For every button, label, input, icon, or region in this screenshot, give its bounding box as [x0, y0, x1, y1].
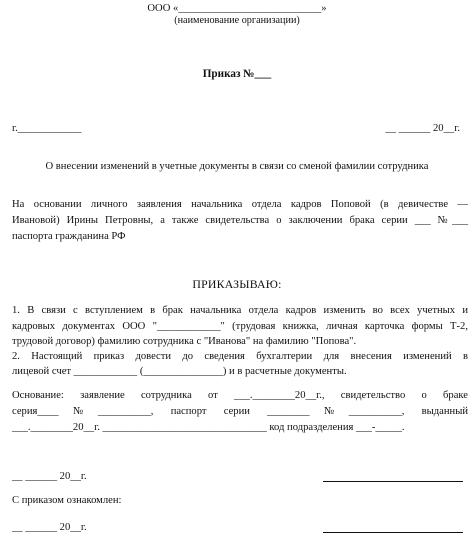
document-subject: О внесении изменений в учетные документы в связи со сменой фамилии сотрудника	[45, 161, 429, 172]
document-title: Приказ №___	[202, 68, 272, 80]
order-item-1-line-1: 1. В связи с вступлением в брак начальника отдела кадров изменить во всех учетных и	[12, 305, 468, 316]
organization-name-line: ООО «___________________________»	[147, 3, 327, 14]
basis-paragraph-line-2: Ивановой) Ирины Петровны, а также свидетельства о заключении брака серии ___ №___	[12, 215, 468, 226]
city-field: г.____________	[12, 123, 82, 134]
employee-signature-line	[323, 532, 463, 533]
grounds-line-2: серия____№__________, паспорт серии ________№__________, выданный	[12, 406, 468, 417]
order-item-2-line-2: лицевой счет ____________ (_______________) и в расчетные документы.	[12, 366, 347, 377]
director-signature-line	[323, 481, 463, 482]
signature-date: __ ______ 20__г.	[12, 471, 87, 482]
basis-paragraph-line-1: На основании личного заявления начальника отдела кадров Поповой (в девичестве —	[12, 199, 468, 210]
order-item-2-line-1: 2. Настоящий приказ довести до сведения бухгалтерии для внесения изменений в	[12, 351, 468, 362]
order-heading: ПРИКАЗЫВАЮ:	[192, 277, 282, 291]
order-item-1-line-3: трудовой договор) фамилию сотрудника с "Иванова" на фамилию "Попова".	[12, 336, 357, 347]
organization-name-caption: (наименование организации)	[174, 15, 300, 26]
document-date-field: __ ______ 20__г.	[385, 123, 460, 134]
grounds-line-3: ___.________20__г. _______________________________ код подразделения ___-_____.	[12, 422, 405, 433]
order-item-1-line-2: кадровых документах ООО "____________" (трудовая книжка, личная карточка формы Т-2,	[12, 321, 468, 332]
basis-paragraph-line-3: паспорта гражданина РФ	[12, 231, 126, 242]
acknowledged-date: __ ______ 20__г.	[12, 522, 87, 533]
grounds-line-1: Основание: заявление сотрудника от ___.________20__г., свидетельство о браке	[12, 390, 468, 401]
acknowledged-label: С приказом ознакомлен:	[12, 495, 122, 506]
